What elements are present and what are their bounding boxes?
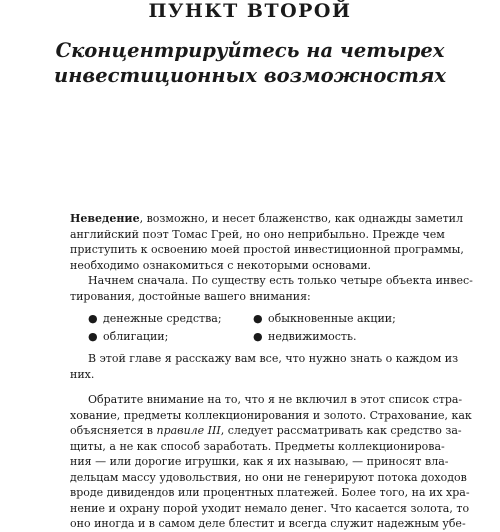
bullet-icon: ● bbox=[253, 329, 263, 343]
list-item: ● денежные средства; bbox=[88, 312, 222, 325]
paragraph-intro bbox=[70, 211, 464, 273]
paragraph-exclusions bbox=[70, 392, 472, 532]
text-line: необходимо ознакомиться с некоторыми основами. bbox=[70, 258, 372, 272]
text-line: Обратите внимание на то, что я не включил в этот список стра- bbox=[88, 393, 463, 406]
list-item: ● недвижимость. bbox=[253, 329, 357, 343]
text-line: оно иногда и в самом деле блестит и всегда служит надежным убе- bbox=[70, 517, 466, 530]
text-line: объясняется в правиле III, следует рассматривать как средство за- bbox=[70, 424, 462, 437]
body-text bbox=[70, 211, 473, 532]
bullet-icon: ● bbox=[253, 312, 263, 325]
text-line: щиты, а не как способ заработать. Предметы коллекционирова- bbox=[70, 439, 445, 453]
paragraph-chapter-plan bbox=[70, 351, 459, 382]
investment-list bbox=[88, 311, 408, 344]
list-item: ● обыкновенные акции; bbox=[253, 312, 396, 325]
text-line: приступить к освоению моей простой инвестиционной программы, bbox=[70, 243, 464, 256]
bullet-icon: ● bbox=[88, 312, 98, 325]
text-line: тирования, достойные вашего внимания: bbox=[70, 289, 311, 303]
subtitle-line: инвестиционных возможностях bbox=[54, 64, 446, 87]
chapter-subtitle bbox=[30, 38, 470, 88]
bullet-icon: ● bbox=[88, 329, 98, 343]
text-line: ния — или дорогие игрушки, как я их называю, — приносят вла- bbox=[70, 455, 449, 468]
rule-reference: правиле III bbox=[156, 424, 221, 437]
chapter-heading: ПУНКТ ВТОРОЙ bbox=[148, 0, 352, 22]
text-line: нение и охрану порой уходит немало денег. Что касается золота, то bbox=[70, 501, 470, 515]
text-line: Начнем сначала. По существу есть только четыре объекта инвес- bbox=[88, 274, 473, 287]
text-line: В этой главе я расскажу вам все, что нужно знать о каждом из bbox=[88, 352, 459, 365]
text-line: хование, предметы коллекционирования и золото. Страхование, как bbox=[70, 408, 472, 422]
text-line: Неведение, возможно, и несет блаженство, как однажды заметил bbox=[70, 212, 463, 225]
subtitle-line: Сконцентрируйтесь на четырех bbox=[55, 39, 445, 62]
text-line: дельцам массу удовольствия, но они не генерируют потока доходов bbox=[70, 470, 467, 484]
list-item: ● облигации; bbox=[88, 329, 169, 343]
text-line: вроде дивидендов или процентных платежей. Более того, на их хра- bbox=[70, 486, 470, 499]
text-line: английский поэт Томас Грей, но оно неприбыльно. Прежде чем bbox=[70, 227, 445, 241]
paragraph-objects bbox=[70, 273, 473, 304]
lead-word: Неведение bbox=[70, 212, 140, 225]
text-line: них. bbox=[70, 367, 95, 381]
